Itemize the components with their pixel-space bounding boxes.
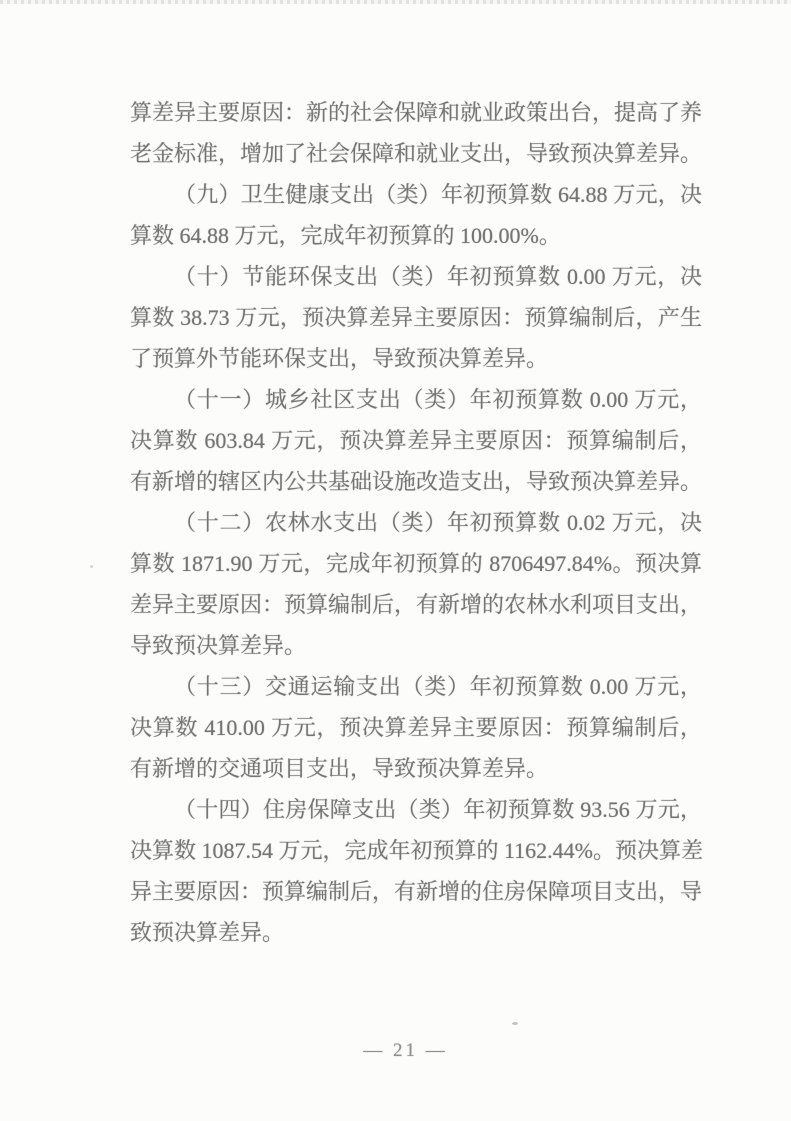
text-line: （九）卫生健康支出（类）年初预算数 64.88 万元，决 — [174, 182, 702, 207]
text-line: 了预算外节能环保支出，导致预决算差异。 — [130, 346, 549, 371]
scan-speck — [90, 565, 93, 568]
text-line: 导致预决算差异。 — [130, 633, 307, 658]
text-line: （十）节能环保支出（类）年初预算数 0.00 万元，决 — [174, 264, 702, 289]
text-line: （十一）城乡社区支出（类）年初预算数 0.00 万元， — [174, 387, 702, 412]
scan-edge-artifact — [0, 0, 791, 4]
body-text — [130, 92, 702, 953]
text-line: 算差异主要原因：新的社会保障和就业政策出台，提高了养 — [130, 100, 703, 125]
scan-speck — [512, 1022, 518, 1025]
text-line: 老金标准，增加了社会保障和就业支出，导致预决算差异。 — [130, 141, 703, 166]
text-line: 算数 64.88 万元，完成年初预算的 100.00%。 — [130, 223, 561, 248]
text-line: 决算数 1087.54 万元，完成年初预算的 1162.44%。预决算差 — [130, 838, 704, 863]
text-line: 致预决算差异。 — [130, 920, 285, 945]
text-line: 有新增的辖区内公共基础设施改造支出，导致预决算差异。 — [130, 469, 703, 494]
text-line: （十四）住房保障支出（类）年初预算数 93.56 万元， — [174, 797, 702, 822]
text-line: 决算数 603.84 万元，预决算差异主要原因：预算编制后， — [130, 428, 702, 453]
text-line: （十三）交通运输支出（类）年初预算数 0.00 万元， — [174, 674, 702, 699]
text-line: 差异主要原因：预算编制后，有新增的农林水利项目支出， — [130, 592, 703, 617]
text-line: 决算数 410.00 万元，预决算差异主要原因：预算编制后， — [130, 715, 702, 740]
text-line: （十二）农林水支出（类）年初预算数 0.02 万元，决 — [174, 510, 702, 535]
text-line: 有新增的交通项目支出，导致预决算差异。 — [130, 756, 549, 781]
text-line: 算数 1871.90 万元，完成年初预算的 8706497.84%。预决算 — [130, 551, 702, 576]
text-line: 算数 38.73 万元，预决算差异主要原因：预算编制后，产生 — [130, 305, 702, 330]
page-number: — 21 — — [363, 1040, 448, 1061]
text-line: 异主要原因：预算编制后，有新增的住房保障项目支出，导 — [130, 879, 703, 904]
